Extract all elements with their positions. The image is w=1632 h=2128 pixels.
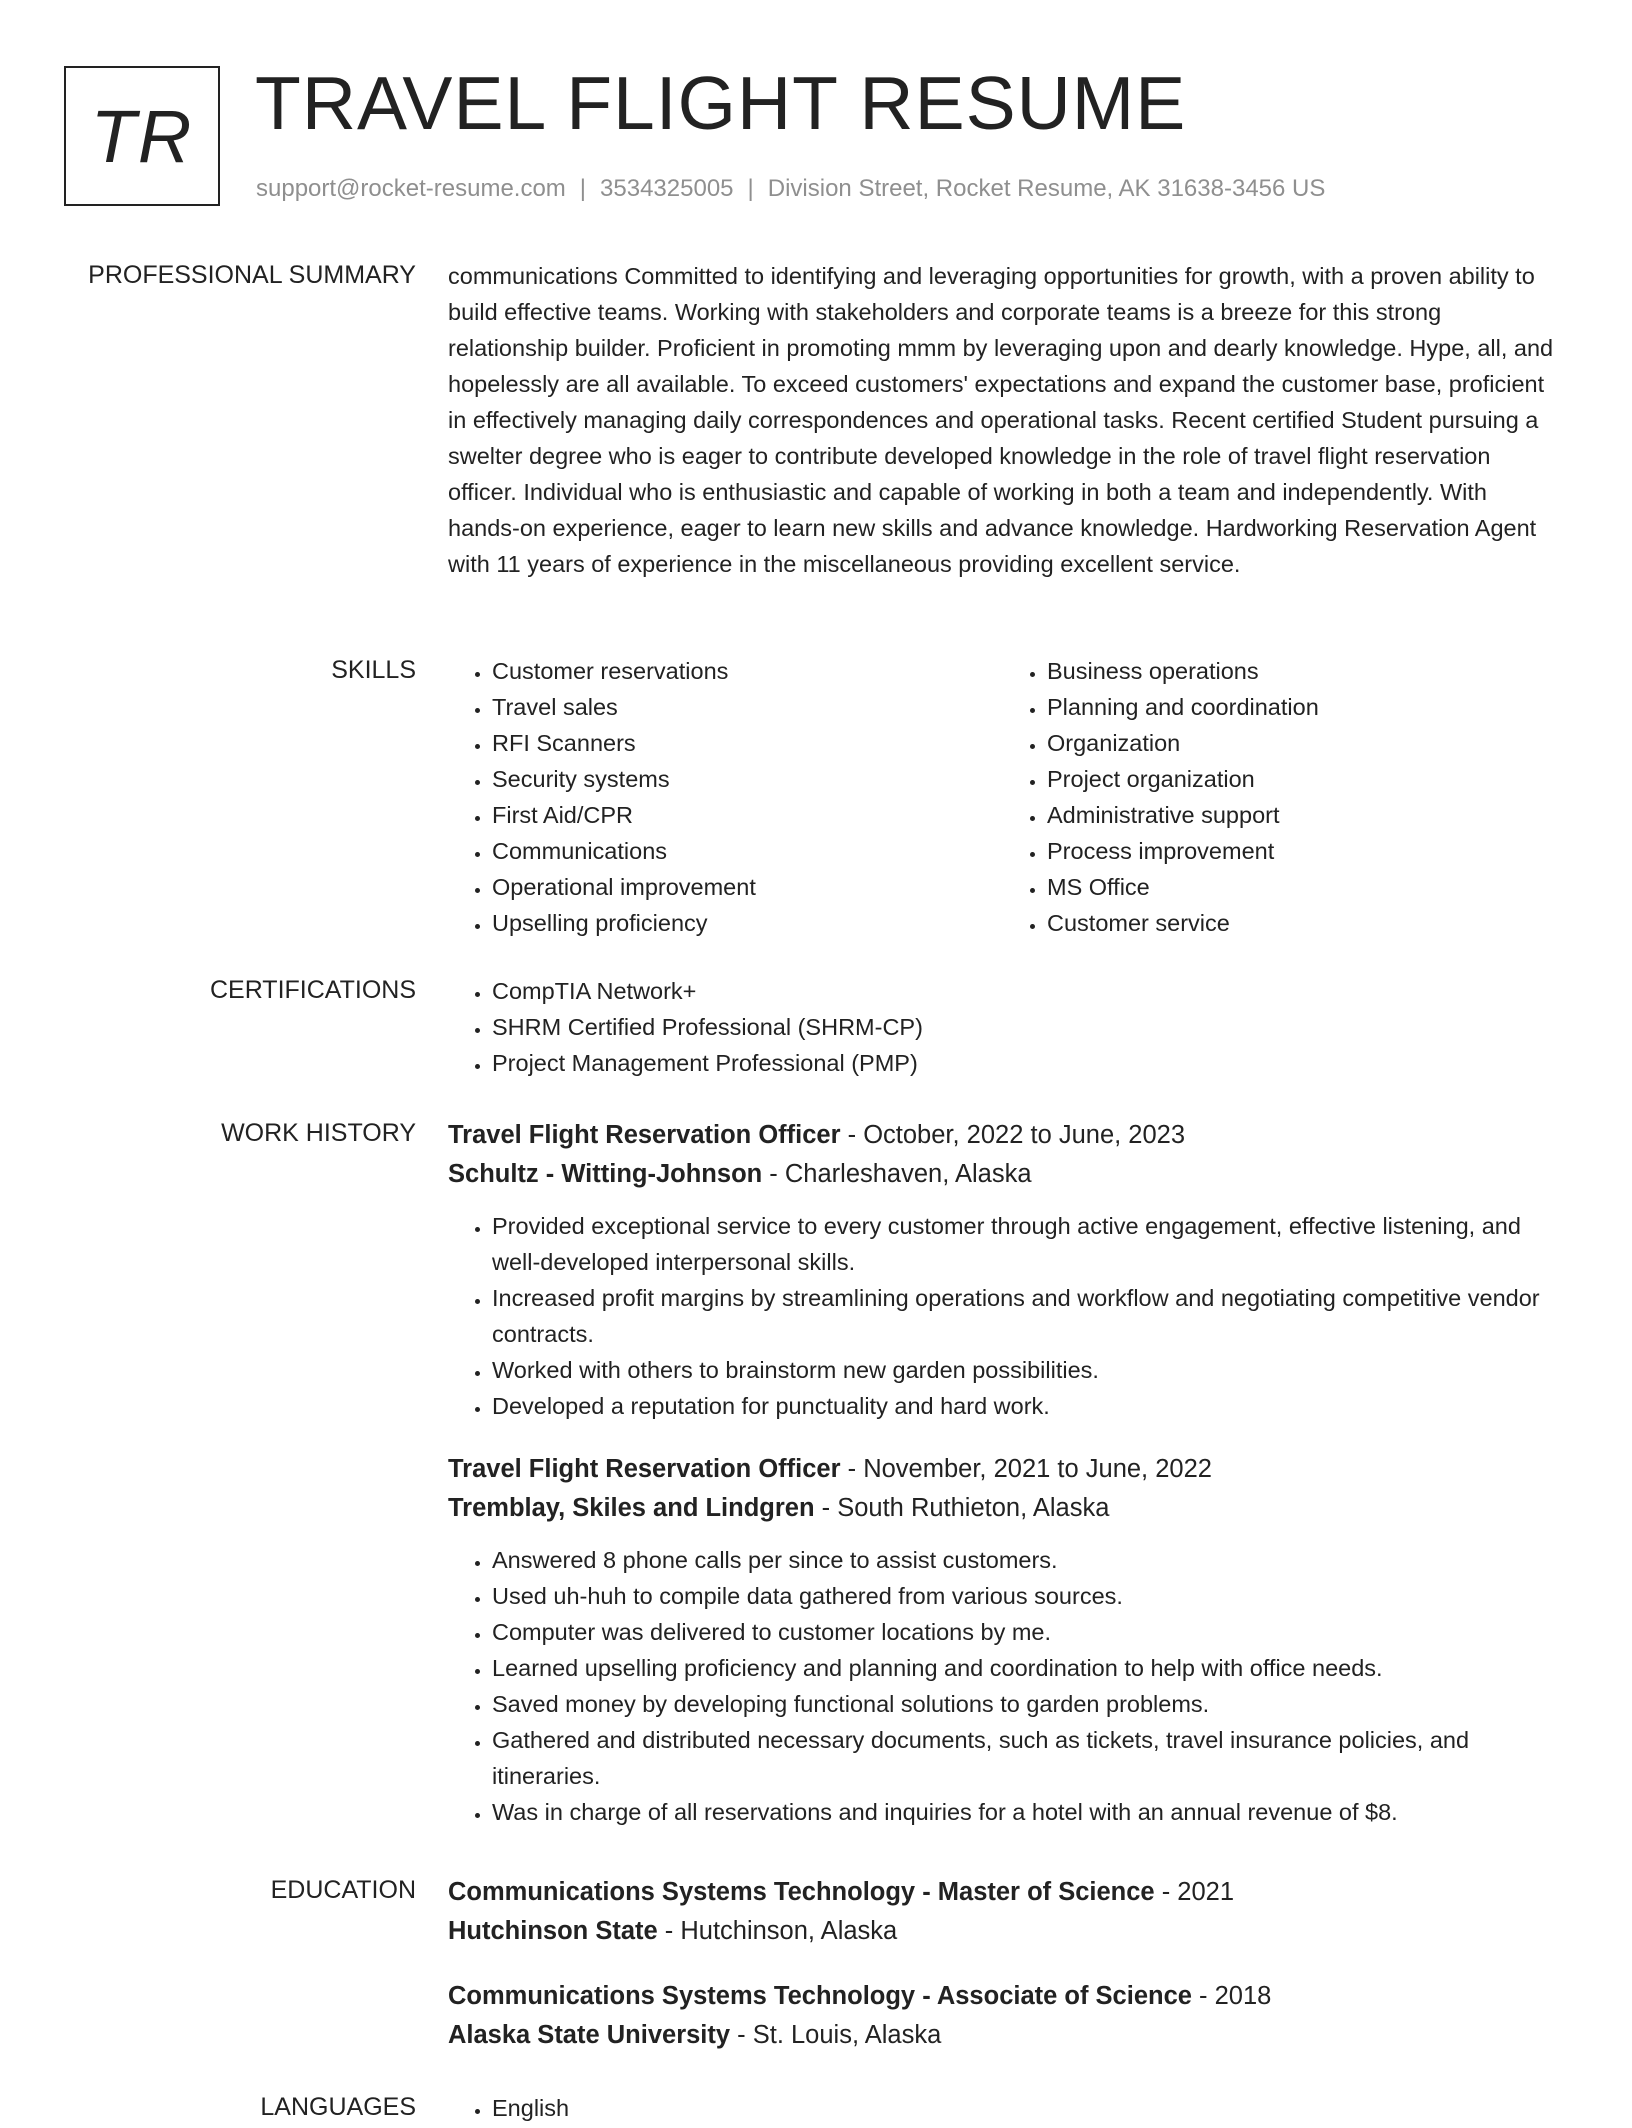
list-item: • CompTIA Network+	[492, 973, 1558, 1009]
list-item: • Customer reservations	[492, 653, 1003, 689]
job-dates: - November, 2021 to June, 2022	[840, 1455, 1212, 1483]
list-item: • Saved money by developing functional solutions to garden problems.	[492, 1686, 1558, 1722]
list-item: • Was in charge of all reservations and inquiries for a hotel with an annual revenue of $8.	[492, 1794, 1558, 1830]
education-year: - 2021	[1154, 1878, 1235, 1906]
job-title: Travel Flight Reservation Officer	[448, 1455, 841, 1483]
contact-address: Division Street, Rocket Resume, AK 31638-3456 US	[767, 175, 1326, 202]
list-item: • Upselling proficiency	[492, 905, 1003, 941]
education-school: Alaska State University	[448, 2021, 731, 2049]
monogram-logo: TR	[64, 66, 220, 206]
contact-email[interactable]: support@rocket-resume.com	[256, 175, 566, 202]
list-item: • First Aid/CPR	[492, 797, 1003, 833]
skills-list-left	[448, 653, 1003, 941]
list-item: • Communications	[492, 833, 1003, 869]
job-bullets	[448, 1208, 1558, 1424]
languages-list	[448, 2090, 1558, 2126]
job-location: - South Ruthieton, Alaska	[814, 1494, 1110, 1522]
job-entry	[448, 1450, 1558, 1830]
list-item: • Worked with others to brainstorm new garden possibilities.	[492, 1352, 1558, 1388]
contact-phone[interactable]: 3534325005	[600, 175, 734, 202]
list-item: • Computer was delivered to customer locations by me.	[492, 1614, 1558, 1650]
job-company: Schultz - Witting-Johnson	[448, 1160, 763, 1188]
list-item: • SHRM Certified Professional (SHRM-CP)	[492, 1009, 1558, 1045]
section-label-languages: LANGUAGES	[260, 2093, 416, 2121]
resume-title: TRAVEL FLIGHT RESUME	[255, 61, 1187, 145]
job-company-line	[448, 1489, 1558, 1528]
education-degree-line	[448, 1977, 1558, 2016]
certifications-list	[448, 973, 1558, 1081]
education-degree: Communications Systems Technology - Associate of Science	[448, 1982, 1192, 2010]
section-label-education: EDUCATION	[270, 1876, 416, 1904]
education-entry	[448, 1873, 1558, 1951]
list-item: • Developed a reputation for punctuality and hard work.	[492, 1388, 1558, 1424]
skills-list-right	[1003, 653, 1558, 941]
list-item: • Project organization	[1047, 761, 1558, 797]
resume-header	[0, 0, 1632, 230]
list-item: • Business operations	[1047, 653, 1558, 689]
job-title-line	[448, 1116, 1558, 1155]
list-item: • Project Management Professional (PMP)	[492, 1045, 1558, 1081]
list-item: • Increased profit margins by streamlining operations and workflow and negotiating competitive vendor contracts.	[492, 1280, 1558, 1352]
education-location: - St. Louis, Alaska	[730, 2021, 942, 2049]
education-degree-line	[448, 1873, 1558, 1912]
job-dates: - October, 2022 to June, 2023	[840, 1121, 1186, 1149]
list-item: • Learned upselling proficiency and planning and coordination to help with office needs.	[492, 1650, 1558, 1686]
contact-separator: |	[579, 175, 587, 202]
job-title: Travel Flight Reservation Officer	[448, 1121, 841, 1149]
list-item: • Gathered and distributed necessary documents, such as tickets, travel insurance policies, and itineraries.	[492, 1722, 1558, 1794]
summary-text: communications Committed to identifying and leveraging opportunities for growth, with a proven ability to build effective teams. Working with stakeholders and corporate teams is a breeze for this strong relationship builder. Proficient in promoting mmm by leveraging upon and dearly knowledge. Hype, all, and hopelessly are all available. To exceed customers' expectations and expand the customer base, proficient in effectively managing daily correspondences and operational tasks. Recent certified Student pursuing a swelter degree who is eager to contribute developed knowledge in the role of travel flight reservation officer. Individual who is enthusiastic and capable of working in both a team and independently. With hands-on experience, eager to learn new skills and advance knowledge. Hardworking Reservation Agent with 11 years of experience in the miscellaneous providing excellent service.	[448, 263, 1554, 577]
list-item: • Security systems	[492, 761, 1003, 797]
list-item: • Operational improvement	[492, 869, 1003, 905]
education-school: Hutchinson State	[448, 1917, 658, 1945]
education-school-line	[448, 2016, 1558, 2055]
list-item: • Answered 8 phone calls per since to assist customers.	[492, 1542, 1558, 1578]
list-item: • Customer service	[1047, 905, 1558, 941]
section-label-summary: PROFESSIONAL SUMMARY	[88, 261, 416, 289]
education-school-line	[448, 1912, 1558, 1951]
list-item: • Administrative support	[1047, 797, 1558, 833]
job-company-line	[448, 1155, 1558, 1194]
list-item: • MS Office	[1047, 869, 1558, 905]
contact-separator: |	[747, 175, 754, 202]
list-item: • Process improvement	[1047, 833, 1558, 869]
education-entry	[448, 1977, 1558, 2055]
job-location: - Charleshaven, Alaska	[762, 1160, 1032, 1188]
section-label-certifications: CERTIFICATIONS	[209, 976, 416, 1004]
section-label-skills: SKILLS	[331, 656, 416, 684]
job-bullets	[448, 1542, 1558, 1830]
job-title-line	[448, 1450, 1558, 1489]
list-item: • English	[492, 2090, 1558, 2126]
education-location: - Hutchinson, Alaska	[657, 1917, 898, 1945]
job-entry	[448, 1116, 1558, 1424]
list-item: • Provided exceptional service to every customer through active engagement, effective listening, and well-developed interpersonal skills.	[492, 1208, 1558, 1280]
list-item: • RFI Scanners	[492, 725, 1003, 761]
job-company: Tremblay, Skiles and Lindgren	[448, 1494, 815, 1522]
list-item: • Organization	[1047, 725, 1558, 761]
education-year: - 2018	[1191, 1982, 1272, 2010]
list-item: • Planning and coordination	[1047, 689, 1558, 725]
section-label-work-history: WORK HISTORY	[221, 1119, 416, 1147]
list-item: • Travel sales	[492, 689, 1003, 725]
list-item: • Used uh-huh to compile data gathered from various sources.	[492, 1578, 1558, 1614]
education-degree: Communications Systems Technology - Master of Science	[448, 1878, 1155, 1906]
contact-line	[256, 175, 1325, 203]
